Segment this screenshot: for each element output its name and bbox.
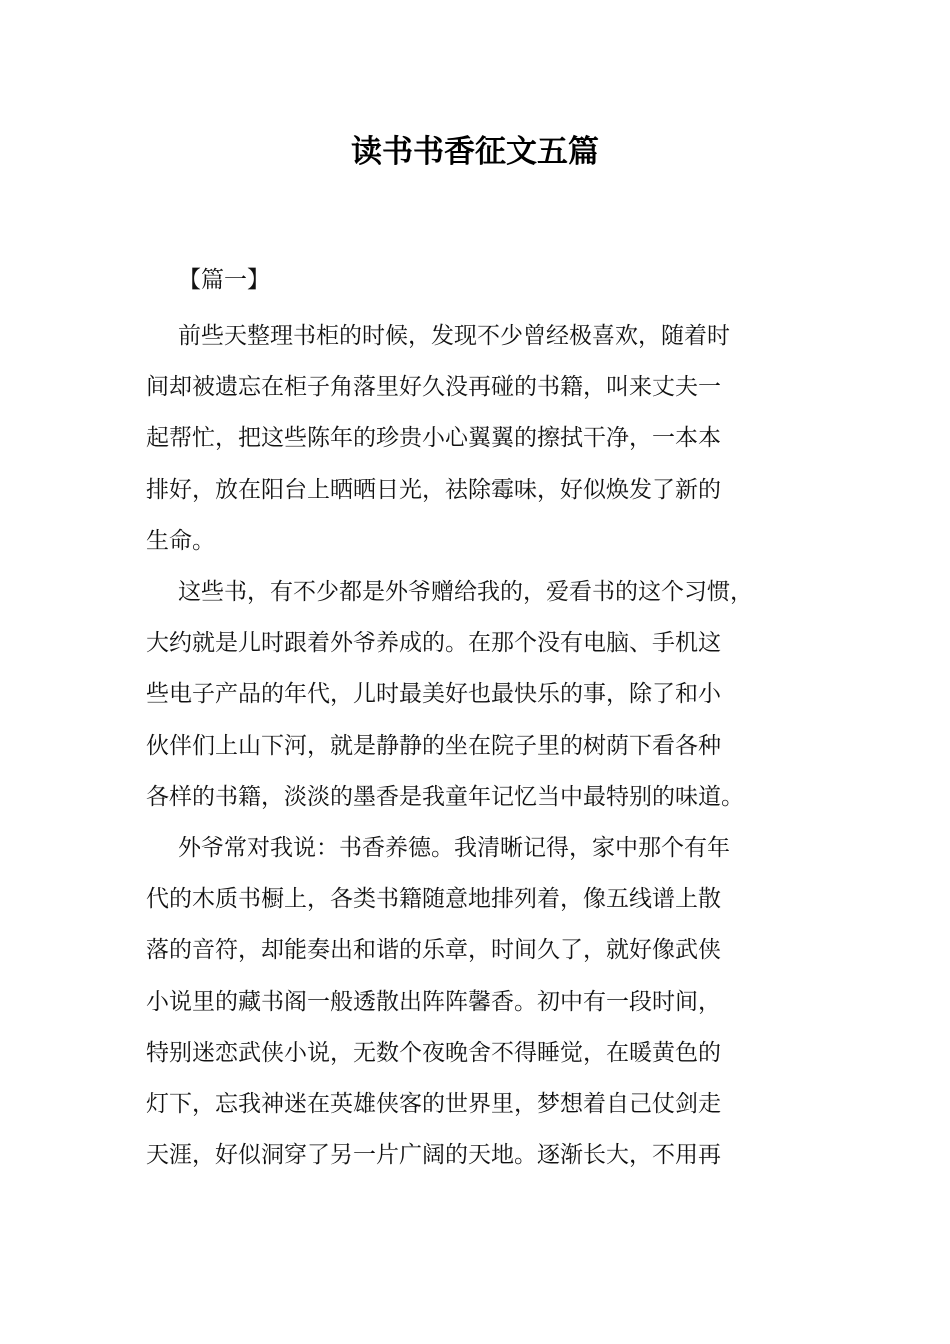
paragraph-line: 各样的书籍，淡淡的墨香是我童年记忆当中最特别的味道。 [146,783,744,810]
paragraph-line: 伙伴们上山下河，就是静静的坐在院子里的树荫下看各种 [146,732,721,759]
paragraph-line: 生命。 [146,527,215,554]
paragraph-line: 落的音符，却能奏出和谐的乐章，时间久了，就好像武侠 [146,937,721,964]
paragraph-3 [146,823,806,1181]
paragraph-line: 天涯，好似洞穿了另一片广阔的天地。逐渐长大，不用再 [146,1142,721,1169]
paragraph-line: 灯下，忘我神迷在英雄侠客的世界里，梦想着自己仗剑走 [146,1090,721,1117]
paragraph-1 [146,311,806,567]
paragraph-line: 小说里的藏书阁一般透散出阵阵馨香。初中有一段时间， [146,988,721,1015]
paragraph-line: 代的木质书橱上，各类书籍随意地排列着，像五线谱上散 [146,886,721,913]
paragraph-2 [146,567,806,823]
paragraph-line: 这些书，有不少都是外爷赠给我的，爱看书的这个习惯， [178,579,753,605]
document-title: 读书书香征文五篇 [351,134,599,170]
paragraph-line: 大约就是儿时跟着外爷养成的。在那个没有电脑、手机这 [146,630,721,657]
paragraph-line: 些电子产品的年代，儿时最美好也最快乐的事，除了和小 [146,681,721,708]
paragraph-line: 排好，放在阳台上晒晒日光，祛除霉味，好似焕发了新的 [146,476,721,503]
paragraph-line: 间却被遗忘在柜子角落里好久没再碰的书籍，叫来丈夫一 [146,374,721,401]
section-heading: 【篇一】 [178,267,270,293]
paragraph-line: 前些天整理书柜的时候，发现不少曾经极喜欢，随着时 [178,323,730,349]
paragraph-line: 起帮忙，把这些陈年的珍贵小心翼翼的擦拭干净，一本本 [146,425,721,452]
paragraph-line: 特别迷恋武侠小说，无数个夜晚舍不得睡觉，在暖黄色的 [146,1039,721,1066]
paragraph-line: 外爷常对我说：书香养德。我清晰记得，家中那个有年 [178,835,730,861]
